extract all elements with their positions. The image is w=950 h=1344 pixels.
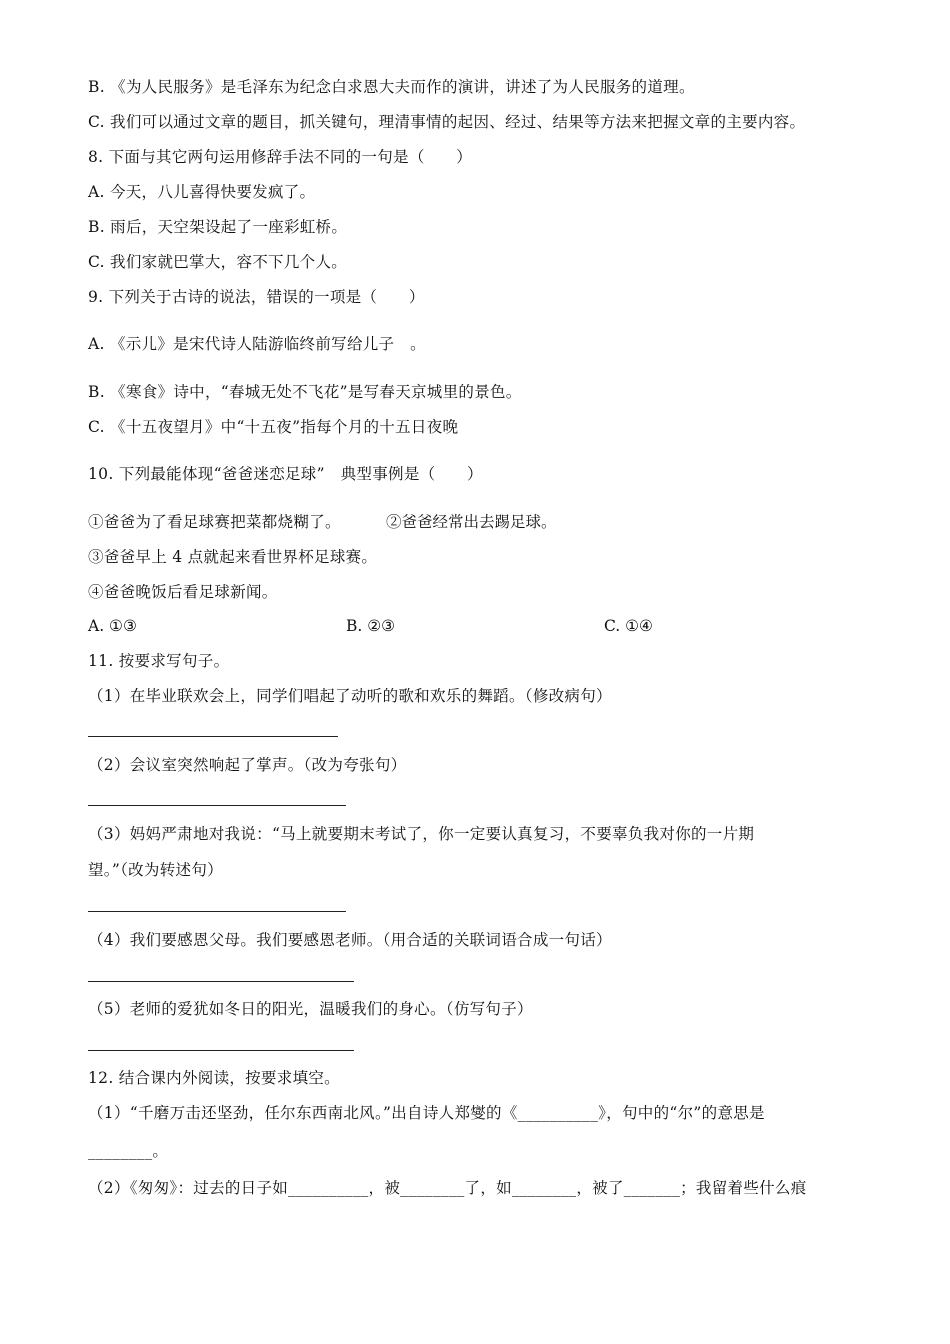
q11-sub-3-line-1: （3）妈妈严肃地对我说：“马上就要期末考试了，你一定要认真复习，不要辜负我对你的一片期 [88,825,755,843]
q11-sub-3-line-2: 望。”（改为转述句） [88,861,223,879]
q8-stem: 8. 下面与其它两句运用修辞手法不同的一句是（ ） [88,148,473,166]
q9-option-c: C. 《十五夜望月》中“十五夜”指每个月的十五日夜晚 [88,418,459,436]
q12-sub-1-line-1: （1）“千磨万击还坚劲，任尔东西南北风。”出自诗人郑燮的《__________》，句中的“尔”的意思是 [88,1104,765,1122]
q10-choice-a: A. ①③ [88,617,137,635]
q10-item-1: ①爸爸为了看足球赛把菜都烧糊了。 [88,513,341,531]
q11-answer-line-5 [88,1050,354,1051]
q10-item-3: ③爸爸早上 4 点就起来看世界杯足球赛。 [88,548,378,566]
q11-answer-line-1 [88,736,338,737]
q12-sub-1-line-2: ________。 [88,1142,169,1160]
q9-option-a: A. 《示儿》是宋代诗人陆游临终前写给儿子 。 [88,335,426,353]
q11-sub-5: （5）老师的爱犹如冬日的阳光，温暖我们的身心。（仿写句子） [88,1000,533,1018]
q11-sub-2: （2）会议室突然响起了掌声。（改为夸张句） [88,756,407,774]
q10-stem: 10. 下列最能体现“爸爸迷恋足球” 典型事例是（ ） [88,465,483,483]
q11-sub-1: （1）在毕业联欢会上，同学们唱起了动听的歌和欢乐的舞蹈。（修改病句） [88,687,612,705]
q12-sub-2: （2）《匆匆》：过去的日子如__________，被________了，如________，被了_______；我留着些什么痕 [88,1179,807,1197]
q10-choice-c: C. ①④ [604,617,653,635]
q10-item-4: ④爸爸晚饭后看足球新闻。 [88,583,278,601]
q8-option-a: A. 今天，八儿喜得快要发疯了。 [88,183,316,201]
q10-choice-b: B. ②③ [346,617,396,635]
q12-stem: 12. 结合课内外阅读，按要求填空。 [88,1069,340,1087]
q8-option-c: C. 我们家就巴掌大，容不下几个人。 [88,253,348,271]
q11-answer-line-4 [88,981,354,982]
q11-stem: 11. 按要求写句子。 [88,652,230,670]
q11-answer-line-2 [88,805,346,806]
q11-sub-4: （4）我们要感恩父母。我们要感恩老师。（用合适的关联词语合成一句话） [88,931,612,949]
q8-option-b: B. 雨后，天空架设起了一座彩虹桥。 [88,218,348,236]
q9-stem: 9. 下列关于古诗的说法，错误的一项是（ ） [88,288,425,306]
q10-item-2: ②爸爸经常出去踢足球。 [386,513,557,531]
q7-option-b: B. 《为人民服务》是毛泽东为纪念白求恩大夫而作的演讲，讲述了为人民服务的道理。 [88,78,695,96]
q7-option-c: C. 我们可以通过文章的题目，抓关键句，理清事情的起因、经过、结果等方法来把握文章的主要内容。 [88,113,806,131]
q9-option-b: B. 《寒食》诗中，“春城无处不飞花”是写春天京城里的景色。 [88,383,522,401]
q11-answer-line-3 [88,911,346,912]
